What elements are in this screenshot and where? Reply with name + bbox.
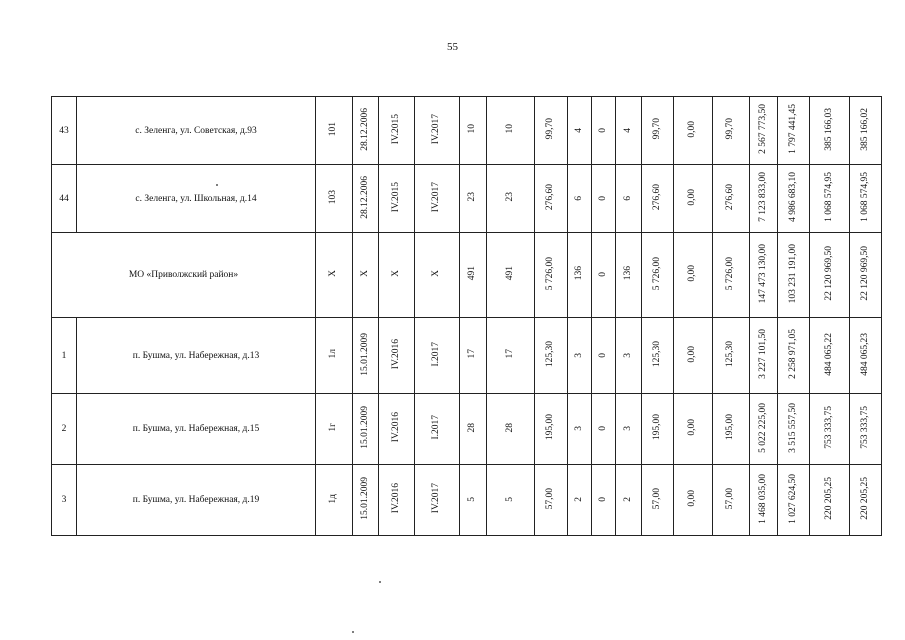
address-cell [77,318,316,394]
value-cell [592,165,616,233]
rotated-value: 2 258 971,05 [787,329,798,379]
value-cell [674,318,713,394]
group-label-cell [52,233,316,318]
value-cell [460,165,487,233]
value-cell [850,318,882,394]
value-cell [316,465,353,536]
value-cell [568,465,592,536]
rotated-value: 4 [622,127,633,133]
rotated-value: 15.01.2009 [359,406,370,449]
rotated-value: IV.2017 [431,181,442,213]
rotated-value: 3 515 557,50 [787,402,798,453]
value-cell [713,165,750,233]
value-cell [592,465,616,536]
value-cell [353,318,379,394]
value-cell [810,318,850,394]
rotated-value: 276,60 [651,183,662,211]
rotated-value: 5 [504,497,515,502]
value-cell [379,394,415,465]
table-row [52,394,882,465]
rotated-value: 23 [504,192,515,202]
value-cell [810,97,850,165]
rotated-value: IV.2015 [390,113,401,145]
row-number-cell [52,97,77,165]
value-cell [750,465,778,536]
value-cell [592,318,616,394]
rotated-value: 10 [504,124,515,134]
rotated-value: 2 [622,497,633,502]
value-cell [568,318,592,394]
rotated-value: 195,00 [651,414,662,441]
row-number: 3 [61,495,67,505]
rotated-value: 136 [622,266,633,281]
value-cell [535,233,568,318]
value-cell [415,318,460,394]
rotated-value: 6 [573,195,584,201]
rotated-value: 0 [597,272,608,277]
value-cell [568,165,592,233]
scan-speck [379,581,381,583]
table-row [52,165,882,233]
rotated-value: 28.12.2006 [359,175,370,219]
rotated-value: 57,00 [725,487,736,510]
value-cell [460,318,487,394]
address-cell [77,394,316,465]
rotated-value: IV.2016 [390,483,401,514]
value-cell [642,318,674,394]
value-cell [379,465,415,536]
value-cell [810,465,850,536]
value-cell [778,97,810,165]
rotated-value: 2 567 773,50 [757,104,768,154]
rotated-value: 220 205,25 [823,477,834,520]
value-cell [850,233,882,318]
row-number: 44 [59,193,69,204]
rotated-value: IV.2017 [431,113,442,145]
value-cell [642,465,674,536]
value-cell [674,165,713,233]
rotated-value: X [328,270,339,277]
rotated-value: 753 333,75 [823,406,834,449]
rotated-value: 103 [328,189,339,205]
rotated-value: 136 [573,266,584,281]
rotated-value: 491 [467,266,478,281]
rotated-value: 1 797 441,45 [787,104,798,154]
value-cell [592,97,616,165]
rotated-value: 0,00 [687,120,698,138]
rotated-value: 4 986 683,10 [787,172,798,222]
rotated-value: 147 473 130,00 [757,243,768,304]
table-row [52,318,882,394]
rotated-value: 10 [467,124,478,134]
address-cell [77,465,316,536]
rotated-value: 5 726,00 [545,256,556,291]
row-number: 2 [61,424,67,434]
rotated-value: 0,00 [687,345,698,363]
rotated-value: 57,00 [545,487,556,510]
rotated-value: IV.2017 [431,483,442,514]
value-cell [616,97,642,165]
row-number-cell [52,318,77,394]
rotated-value: 0,00 [687,265,698,282]
value-cell [592,394,616,465]
group-row [52,233,882,318]
value-cell [778,465,810,536]
rotated-value: 1л [328,349,339,359]
value-cell [616,318,642,394]
value-cell [616,394,642,465]
value-cell [353,394,379,465]
value-cell [415,165,460,233]
rotated-value: 0,00 [687,419,698,436]
address-text: с. Зеленга, ул. Советская, д.93 [135,125,257,136]
value-cell [316,165,353,233]
value-cell [750,165,778,233]
rotated-value: 1 468 035,00 [757,473,768,524]
rotated-value: IV.2015 [390,181,401,213]
address-text: п. Бушма, ул. Набережная, д.19 [132,495,260,505]
rotated-value: 4 [573,127,584,133]
value-cell [616,465,642,536]
rotated-value: 17 [504,349,515,359]
value-cell [353,165,379,233]
rotated-value: 125,30 [545,340,556,368]
scan-speck [352,631,354,633]
value-cell [778,318,810,394]
value-cell [535,394,568,465]
value-cell [353,233,379,318]
value-cell [778,394,810,465]
rotated-value: X [359,270,370,277]
value-cell [850,394,882,465]
address-text: п. Бушма, ул. Набережная, д.13 [132,350,260,361]
rotated-value: 99,70 [545,118,556,140]
value-cell [810,233,850,318]
rotated-value: 23 [467,192,478,202]
value-cell [460,233,487,318]
rotated-value: 1 068 574,95 [859,172,870,222]
rotated-value: 0,00 [687,490,698,507]
value-cell [353,465,379,536]
value-cell [535,97,568,165]
row-number-cell [52,394,77,465]
rotated-value: 1 027 624,50 [787,473,798,524]
value-cell [750,97,778,165]
rotated-value: X [431,270,442,277]
value-cell [415,465,460,536]
value-cell [642,394,674,465]
rotated-value: 385 166,03 [823,107,834,151]
value-cell [487,165,535,233]
value-cell [616,165,642,233]
rotated-value: 99,70 [651,118,662,140]
rotated-value: 15.01.2009 [359,332,370,376]
rotated-value: 0 [597,127,608,133]
rotated-value: 125,30 [725,340,736,368]
rotated-value: 0,00 [687,188,698,206]
row-number: 43 [59,125,69,136]
scan-speck [216,184,218,186]
value-cell [487,465,535,536]
value-cell [535,165,568,233]
value-cell [568,233,592,318]
rotated-value: 1 068 574,95 [823,172,834,222]
rotated-value: IV.2016 [390,338,401,370]
value-cell [642,97,674,165]
value-cell [379,165,415,233]
value-cell [316,233,353,318]
value-cell [674,465,713,536]
value-cell [568,394,592,465]
value-cell [674,394,713,465]
address-cell [77,97,316,165]
table-row [52,97,882,165]
value-cell [750,233,778,318]
value-cell [487,318,535,394]
rotated-value: 0 [597,195,608,201]
rotated-value: 125,30 [651,340,662,368]
rotated-value: 3 [573,352,584,358]
value-cell [460,394,487,465]
rotated-value: 28 [467,422,478,433]
rotated-value: 491 [504,266,515,281]
group-label: МО «Приволжский район» [128,270,239,280]
value-cell [592,233,616,318]
value-cell [415,394,460,465]
rotated-value: 220 205,25 [859,477,870,520]
rotated-value: 0 [597,497,608,502]
rotated-value: 195,00 [545,414,556,441]
value-cell [642,165,674,233]
page-number: 55 [447,41,458,53]
address-text: с. Зеленга, ул. Школьная, д.14 [135,193,257,204]
table-body [52,97,882,536]
value-cell [316,394,353,465]
rotated-value: 99,70 [725,118,736,140]
rotated-value: 385 166,02 [859,107,870,151]
address-text: п. Бушма, ул. Набережная, д.15 [132,424,260,434]
rotated-value: 28.12.2006 [359,107,370,151]
value-cell [568,97,592,165]
rotated-value: 5 726,00 [651,256,662,291]
rotated-value: I.2017 [431,341,442,367]
value-cell [713,318,750,394]
value-cell [353,97,379,165]
rotated-value: 3 227 101,50 [757,329,768,379]
value-cell [750,394,778,465]
rotated-value: 484 065,22 [823,332,834,376]
value-cell [810,394,850,465]
rotated-value: 28 [504,422,515,433]
rotated-value: 5 [467,497,478,502]
value-cell [810,165,850,233]
rotated-value: 195,00 [725,414,736,441]
rotated-value: I.2017 [431,415,442,440]
rotated-value: 17 [467,349,478,359]
value-cell [487,394,535,465]
value-cell [379,97,415,165]
rotated-value: X [390,270,401,277]
value-cell [379,233,415,318]
value-cell [850,97,882,165]
rotated-value: 15.01.2009 [359,477,370,520]
rotated-value: 0 [597,426,608,431]
value-cell [850,465,882,536]
rotated-value: 1д [328,493,339,504]
rotated-value: 101 [328,121,339,137]
table-row [52,465,882,536]
rotated-value: 1г [328,423,339,432]
value-cell [713,233,750,318]
rotated-value: 7 123 833,00 [757,172,768,222]
rotated-value: 5 022 225,00 [757,402,768,453]
value-cell [415,97,460,165]
value-cell [778,233,810,318]
row-number-cell [52,165,77,233]
rotated-value: 0 [597,352,608,358]
rotated-value: 276,60 [545,183,556,211]
value-cell [460,465,487,536]
rotated-value: 22 120 969,50 [823,246,834,301]
rotated-value: 3 [622,352,633,358]
rotated-value: 3 [573,426,584,431]
value-cell [778,165,810,233]
rotated-value: 276,60 [725,183,736,211]
value-cell [379,318,415,394]
value-cell [713,465,750,536]
rotated-value: 5 726,00 [725,256,736,291]
value-cell [750,318,778,394]
value-cell [674,233,713,318]
value-cell [642,233,674,318]
rotated-value: 57,00 [651,487,662,510]
rotated-value: 484 065,23 [859,332,870,376]
rotated-value: 753 333,75 [859,406,870,449]
row-number-cell [52,465,77,536]
row-number: 1 [61,350,67,361]
rotated-value: 22 120 969,50 [859,246,870,301]
value-cell [674,97,713,165]
value-cell [535,465,568,536]
value-cell [487,233,535,318]
value-cell [713,97,750,165]
housing-registry-table [51,96,882,536]
value-cell [316,318,353,394]
value-cell [415,233,460,318]
rotated-value: 103 231 191,00 [787,243,798,304]
rotated-value: 2 [573,497,584,502]
rotated-value: IV.2016 [390,412,401,443]
value-cell [850,165,882,233]
value-cell [487,97,535,165]
value-cell [535,318,568,394]
value-cell [616,233,642,318]
rotated-value: 6 [622,195,633,201]
address-cell [77,165,316,233]
rotated-value: 3 [622,426,633,431]
value-cell [316,97,353,165]
value-cell [460,97,487,165]
value-cell [713,394,750,465]
